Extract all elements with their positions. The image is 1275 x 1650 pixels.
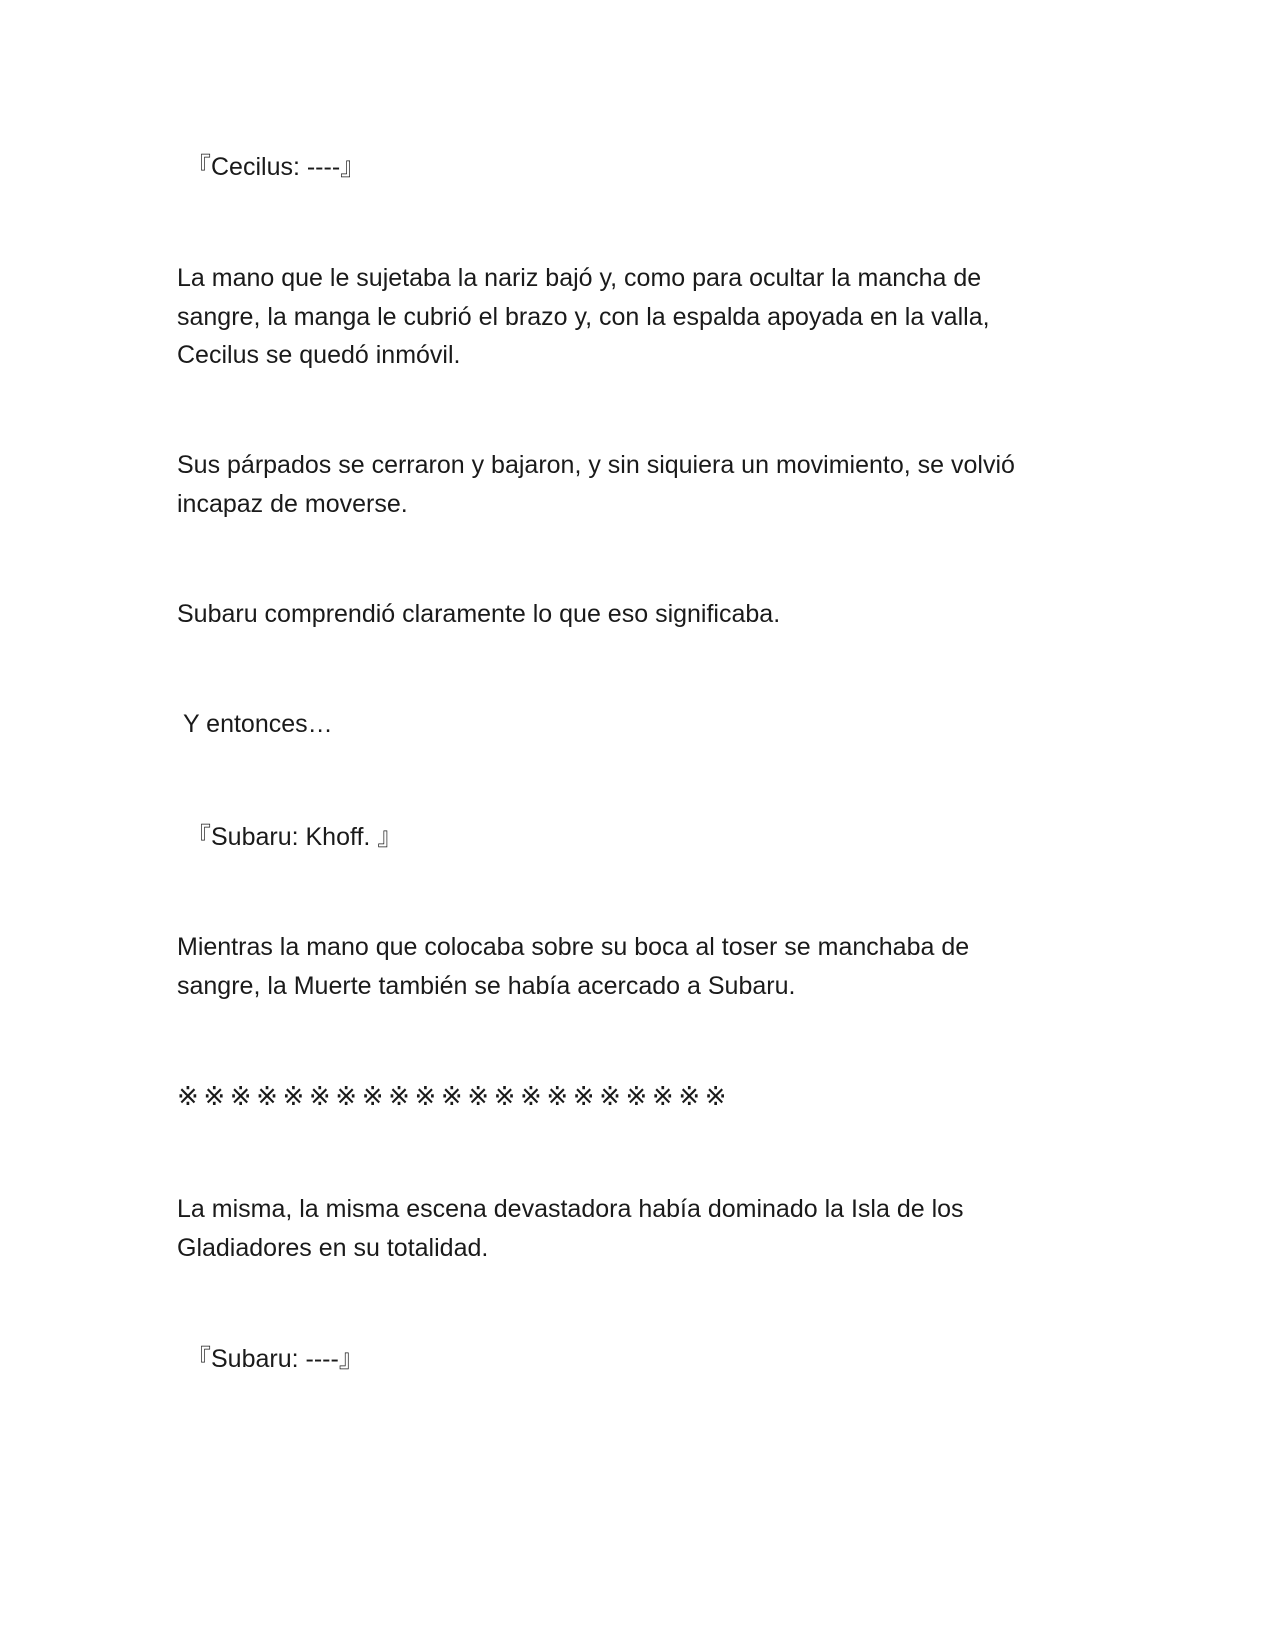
paragraph-devastating-scene xyxy=(177,1190,1077,1267)
text-line: sangre, la Muerte también se había acercado a Subaru. xyxy=(177,971,796,1000)
dialogue-cecilus xyxy=(186,148,1086,187)
paragraph-subaru-understood xyxy=(177,595,1077,634)
text-line: Gladiadores en su totalidad. xyxy=(177,1233,489,1262)
text-line: 『Subaru: ----』 xyxy=(186,1345,364,1373)
text-line: 『Subaru: Khoff. 』 xyxy=(186,823,403,851)
dialogue-subaru-cough xyxy=(186,818,1086,857)
text-line: incapaz de moverse. xyxy=(177,489,408,518)
dialogue-subaru xyxy=(186,1340,1086,1379)
paragraph-eyelids xyxy=(177,446,1077,523)
text-line: Mientras la mano que colocaba sobre su boca al toser se manchaba de xyxy=(177,933,970,961)
text-line: Subaru comprendió claramente lo que eso significaba. xyxy=(177,600,781,628)
text-line: La mano que le sujetaba la nariz bajó y, como para ocultar la mancha de xyxy=(177,264,982,292)
text-line: Sus párpados se cerraron y bajaron, y sin siquiera un movimiento, se volvió xyxy=(177,451,1015,479)
paragraph-hand-lowered xyxy=(177,259,1077,375)
scene-break-separator xyxy=(177,1078,1077,1117)
text-line: sangre, la manga le cubrió el brazo y, con la espalda apoyada en la valla, xyxy=(177,302,990,331)
text-line: 『Cecilus: ----』 xyxy=(186,153,366,181)
text-line: Cecilus se quedó inmóvil. xyxy=(177,341,461,369)
paragraph-blood-hand xyxy=(177,928,1077,1005)
separator-marks: ※※※※※※※※※※※※※※※※※※※※※ xyxy=(177,1082,732,1112)
paragraph-and-then xyxy=(183,705,1083,744)
text-line: Y entonces… xyxy=(183,710,333,738)
text-line: La misma, la misma escena devastadora había dominado la Isla de los xyxy=(177,1195,964,1223)
